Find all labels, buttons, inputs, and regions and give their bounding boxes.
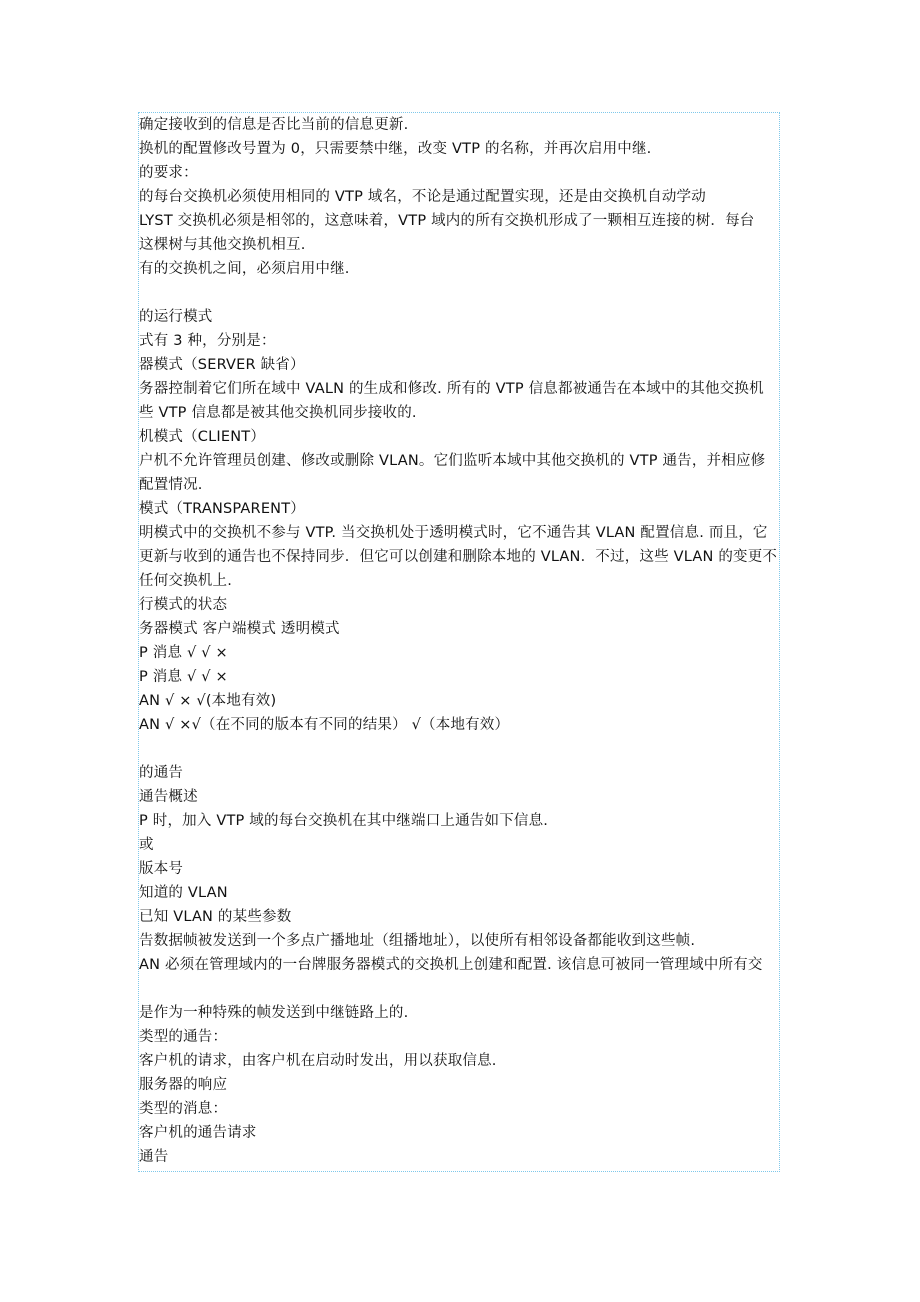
mode-table-row: AN √ ×√（在不同的版本有不同的结果） √（本地有效）	[139, 717, 510, 733]
mode-table-row: P 消息 √ √ ×	[139, 669, 228, 685]
document-page-frame	[138, 112, 780, 1172]
text-line: 客户机的通告请求	[139, 1125, 257, 1141]
text-line: 通告概述	[139, 789, 198, 805]
text-line: P 时，加入 VTP 域的每台交换机在其中继端口上通告如下信息.	[139, 813, 549, 829]
mode-table-row: AN √ × √(本地有效)	[139, 693, 277, 709]
text-line: 已知 VLAN 的某些参数	[139, 909, 292, 925]
text-line: 务器控制着它们所在域中 VALN 的生成和修改. 所有的 VTP 信息都被通告在本域中的其他交换机	[139, 381, 764, 397]
text-line: 通告	[139, 1149, 169, 1165]
text-line: 确定接收到的信息是否比当前的信息更新.	[139, 117, 409, 133]
text-line: LYST 交换机必须是相邻的，这意味着，VTP 域内的所有交换机形成了一颗相互连接的树．每台	[139, 213, 755, 229]
text-line: 机模式（CLIENT）	[139, 429, 266, 445]
text-line: 的每台交换机必须使用相同的 VTP 域名，不论是通过配置实现，还是由交换机自动学动	[139, 189, 706, 205]
text-line: 有的交换机之间，必须启用中继.	[139, 261, 350, 277]
text-line: 的要求：	[139, 165, 198, 181]
section-heading: 的运行模式	[139, 309, 213, 325]
text-line: 或	[139, 837, 154, 853]
text-line: AN 必须在管理域内的一台牌服务器模式的交换机上创建和配置. 该信息可被同一管理域中所有交	[139, 957, 763, 973]
text-line: 类型的消息：	[139, 1101, 228, 1117]
text-line: 些 VTP 信息都是被其他交换机同步接收的.	[139, 405, 417, 421]
text-line: 换机的配置修改号置为 0，只需要禁中继，改变 VTP 的名称，并再次启用中继.	[139, 141, 652, 157]
mode-table-header: 务器模式 客户端模式 透明模式	[139, 621, 340, 637]
text-line: 式有 3 种，分别是：	[139, 333, 276, 349]
text-line: 更新与收到的通告也不保持同步．但它可以创建和删除本地的 VLAN．不过，这些 VLAN 的变更不	[139, 549, 778, 565]
text-line: 户机不允许管理员创建、修改或删除 VLAN。它们监听本域中其他交换机的 VTP 通告，并相应修	[139, 453, 766, 469]
text-line: 版本号	[139, 861, 184, 877]
text-line: 客户机的请求，由客户机在启动时发出，用以获取信息.	[139, 1053, 497, 1069]
text-line: 配置情况.	[139, 477, 203, 493]
text-line: 是作为一种特殊的帧发送到中继链路上的.	[139, 1005, 409, 1021]
text-line: 知道的 VLAN	[139, 885, 228, 901]
section-heading: 行模式的状态	[139, 597, 228, 613]
text-line: 明模式中的交换机不参与 VTP. 当交换机处于透明模式时，它不通告其 VLAN 配置信息. 而且，它	[139, 525, 768, 541]
text-line: 任何交换机上.	[139, 573, 233, 589]
text-line: 这棵树与其他交换机相互.	[139, 237, 306, 253]
text-line: 模式（TRANSPARENT）	[139, 501, 305, 517]
text-line: 器模式（SERVER 缺省）	[139, 357, 305, 373]
text-line: 服务器的响应	[139, 1077, 228, 1093]
section-heading: 的通告	[139, 765, 184, 781]
text-line: 类型的通告：	[139, 1029, 228, 1045]
mode-table-row: P 消息 √ √ ×	[139, 645, 228, 661]
text-line: 告数据帧被发送到一个多点广播地址（组播地址），以使所有相邻设备都能收到这些帧.	[139, 933, 696, 949]
